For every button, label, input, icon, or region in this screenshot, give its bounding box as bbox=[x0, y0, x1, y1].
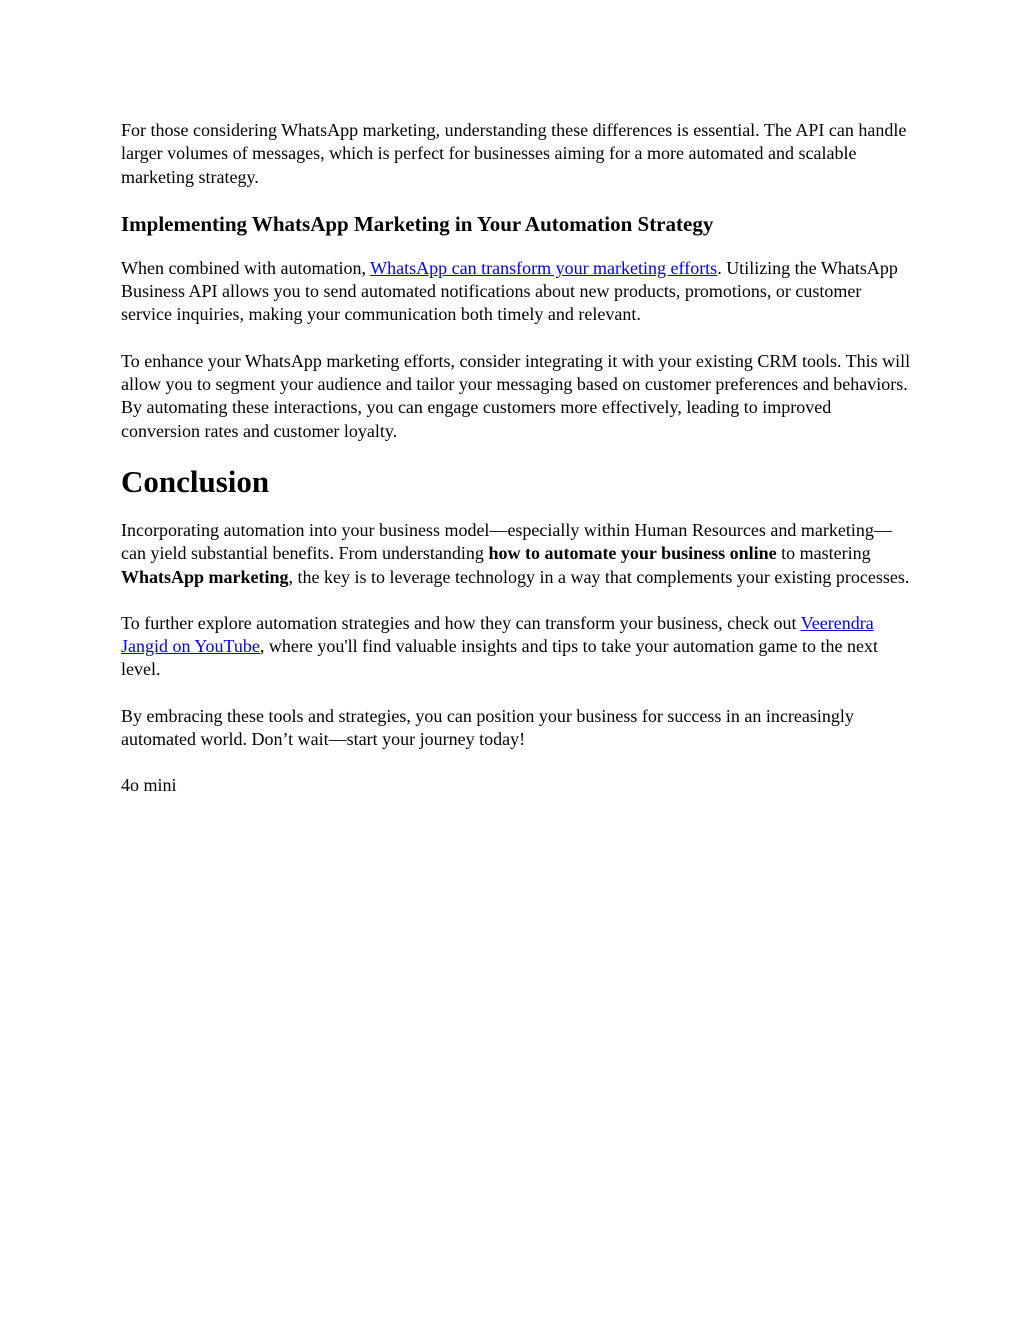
youtube-channel-link[interactable]: Veerendra Jangid on YouTube bbox=[121, 612, 874, 657]
conclusion-p1-part2: to mastering bbox=[776, 543, 871, 564]
whatsapp-p1-text-before: When combined with automation, bbox=[121, 257, 371, 278]
conclusion-paragraph-2 bbox=[121, 612, 911, 682]
conclusion-p1-bold-automate: how to automate your business online bbox=[488, 543, 777, 564]
conclusion-p1-part3: , the key is to leverage technology in a way that complements your existing processes. bbox=[288, 566, 910, 587]
whatsapp-transform-link[interactable]: WhatsApp can transform your marketing efforts bbox=[370, 257, 718, 278]
footer-note: 4o mini bbox=[121, 775, 177, 796]
document-page bbox=[121, 119, 911, 798]
whatsapp-paragraph-1 bbox=[121, 257, 911, 327]
section-heading-whatsapp: Implementing WhatsApp Marketing in Your Automation Strategy bbox=[121, 211, 714, 236]
conclusion-heading: Conclusion bbox=[121, 463, 270, 499]
conclusion-p1-part1: Incorporating automation into your business model—especially within Human Resources and marketing—can yield substantial benefits. From understanding bbox=[121, 519, 892, 564]
whatsapp-paragraph-2: To enhance your WhatsApp marketing efforts, consider integrating it with your existing CRM tools. This will allow you to segment your audience and tailor your messaging based on customer preferences and behaviors. By automating these interactions, you can engage customers more effectively, leading to improved conversion rates and customer loyalty. bbox=[121, 350, 911, 441]
conclusion-p2-before: To further explore automation strategies and how they can transform your business, check out bbox=[121, 612, 801, 633]
whatsapp-p1-text-after: . Utilizing the WhatsApp Business API allows you to send automated notifications about new products, promotions, or customer service inquiries, making your communication both timely and relevant. bbox=[121, 257, 898, 325]
conclusion-p2-after: , where you'll find valuable insights and tips to take your automation game to the next level. bbox=[121, 636, 878, 680]
conclusion-paragraph-1 bbox=[121, 519, 911, 589]
conclusion-paragraph-3: By embracing these tools and strategies, you can position your business for success in an increasingly automated world. Don’t wait—start your journey today! bbox=[121, 705, 854, 750]
conclusion-p1-bold-whatsapp: WhatsApp marketing bbox=[121, 566, 289, 587]
intro-paragraph: For those considering WhatsApp marketing, understanding these differences is essential. The API can handle larger volumes of messages, which is perfect for businesses aiming for a more automated and scalable marketing strategy. bbox=[121, 120, 907, 187]
